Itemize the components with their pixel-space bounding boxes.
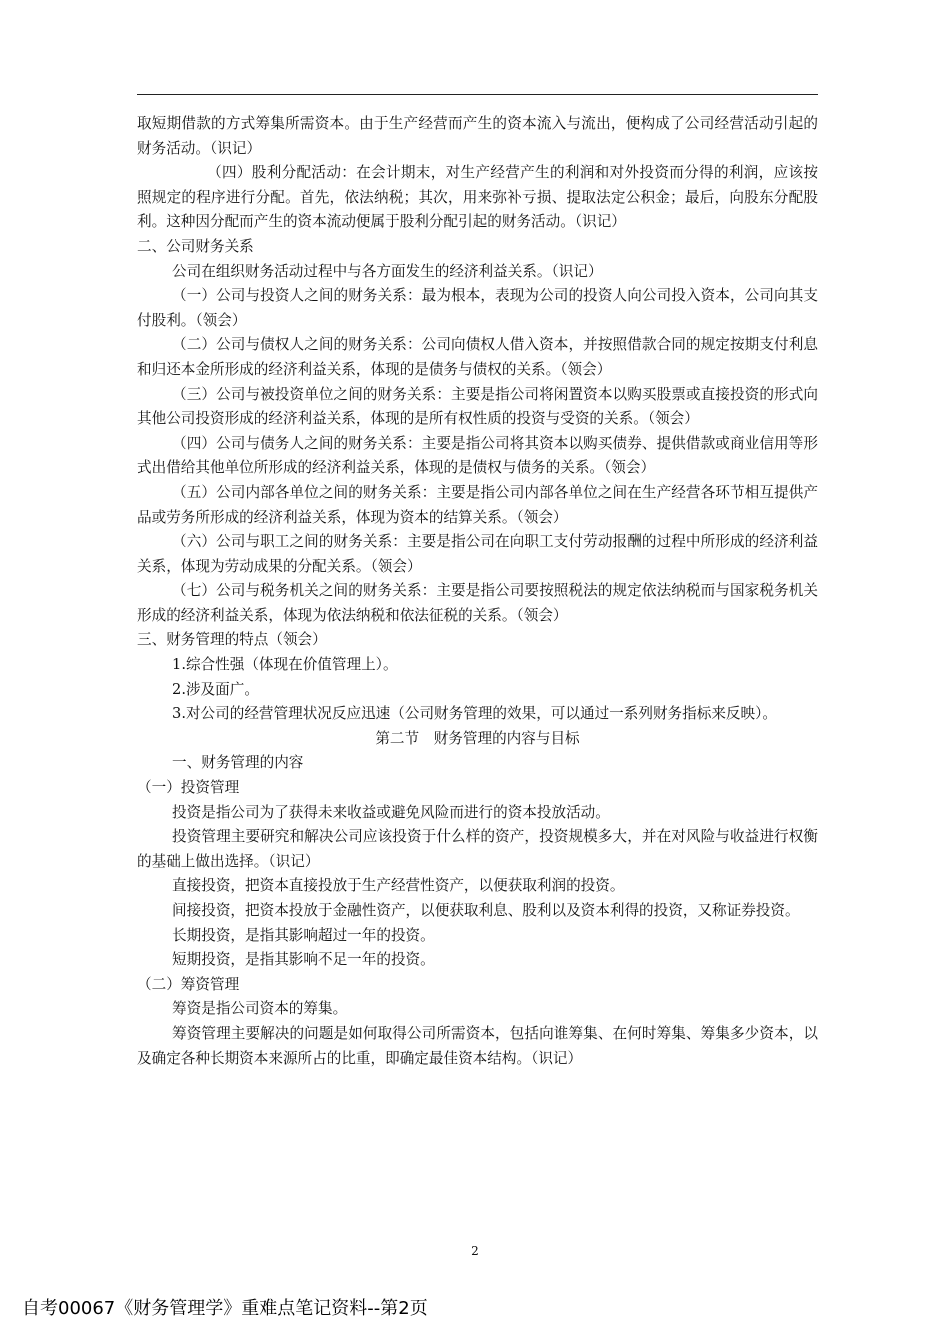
paragraph: （四）股利分配活动：在会计期末，对生产经营产生的利润和对外投资而分得的利润，应该按照规定的程序进行分配。首先，依法纳税；其次，用来弥补亏损、提取法定公积金；最后，向股东分配股利。这种因分配而产生的资本流动便属于股利分配引起的财务活动。（识记） <box>137 164 818 231</box>
paragraph: 投资是指公司为了获得未来收益或避免风险而进行的资本投放活动。 <box>172 803 610 821</box>
paragraph: （四）公司与债务人之间的财务关系：主要是指公司将其资本以购买债券、提供借款或商业信用等形式出借给其他单位所形成的经济利益关系，体现的是债权与债务的关系。（领会） <box>137 434 818 477</box>
paragraph: 公司在组织财务活动过程中与各方面发生的经济利益关系。（识记） <box>172 262 603 280</box>
paragraph: （三）公司与被投资单位之间的财务关系：主要是指公司将闲置资本以购买股票或直接投资的形式向其他公司投资形成的经济利益关系，体现的是所有权性质的投资与受资的关系。（领会） <box>137 385 818 428</box>
chapter-section-title: 第二节 财务管理的内容与目标 <box>375 729 580 747</box>
paragraph: 筹资是指公司资本的筹集。 <box>172 1000 348 1018</box>
paragraph: （一）公司与投资人之间的财务关系：最为根本，表现为公司的投资人向公司投入资本，公司向其支付股利。（领会） <box>137 287 818 329</box>
paragraph: （二）公司与债权人之间的财务关系：公司向债权人借入资本，并按照借款合同的规定按期支付利息和归还本金所形成的经济利益关系，体现的是债务与债权的关系。（领会） <box>137 336 818 378</box>
list-item: 2.涉及面广。 <box>172 680 259 698</box>
section-heading: 三、财务管理的特点（领会） <box>137 631 327 649</box>
list-item: 1.综合性强（体现在价值管理上）。 <box>172 656 398 674</box>
section-heading: 一、财务管理的内容 <box>172 754 304 772</box>
page-number: 2 <box>471 1244 479 1258</box>
paragraph: 长期投资，是指其影响超过一年的投资。 <box>172 926 435 944</box>
subsection-heading: （二）筹资管理 <box>137 975 240 993</box>
paragraph: 投资管理主要研究和解决公司应该投资于什么样的资产，投资规模多大，并在对风险与收益进行权衡的基础上做出选择。（识记） <box>137 828 818 870</box>
paragraph: （七）公司与税务机关之间的财务关系：主要是指公司要按照税法的规定依法纳税而与国家税务机关形成的经济利益关系，体现为依法纳税和依法征税的关系。（领会） <box>137 582 818 624</box>
paragraph: 短期投资，是指其影响不足一年的投资。 <box>172 951 435 969</box>
document-body <box>137 112 818 1071</box>
list-item: 3.对公司的经营管理状况反应迅速（公司财务管理的效果，可以通过一系列财务指标来反映）。 <box>172 705 778 723</box>
paragraph: （五）公司内部各单位之间的财务关系：主要是指公司内部各单位之间在生产经营各环节相互提供产品或劳务所形成的经济利益关系，体现为资本的结算关系。（领会） <box>137 483 818 526</box>
footer-caption: 自考00067《财务管理学》重难点笔记资料--第2页 <box>22 1298 428 1319</box>
section-heading: 二、公司财务关系 <box>137 237 254 255</box>
paragraph: （六）公司与职工之间的财务关系：主要是指公司在向职工支付劳动报酬的过程中所形成的经济利益关系，体现为劳动成果的分配关系。（领会） <box>137 533 818 575</box>
paragraph: 取短期借款的方式筹集所需资本。由于生产经营而产生的资本流入与流出，便构成了公司经营活动引起的财务活动。（识记） <box>137 115 818 157</box>
paragraph: 间接投资，把资本投放于金融性资产，以便获取利息、股利以及资本利得的投资，又称证券投资。 <box>172 902 800 919</box>
paragraph: 直接投资，把资本直接投放于生产经营性资产，以便获取利润的投资。 <box>172 877 625 895</box>
subsection-heading: （一）投资管理 <box>137 779 240 797</box>
paragraph: 筹资管理主要解决的问题是如何取得公司所需资本，包括向谁筹集、在何时筹集、筹集多少资本，以及确定各种长期资本来源所占的比重，即确定最佳资本结构。（识记） <box>137 1024 818 1067</box>
header-rule <box>137 94 818 95</box>
